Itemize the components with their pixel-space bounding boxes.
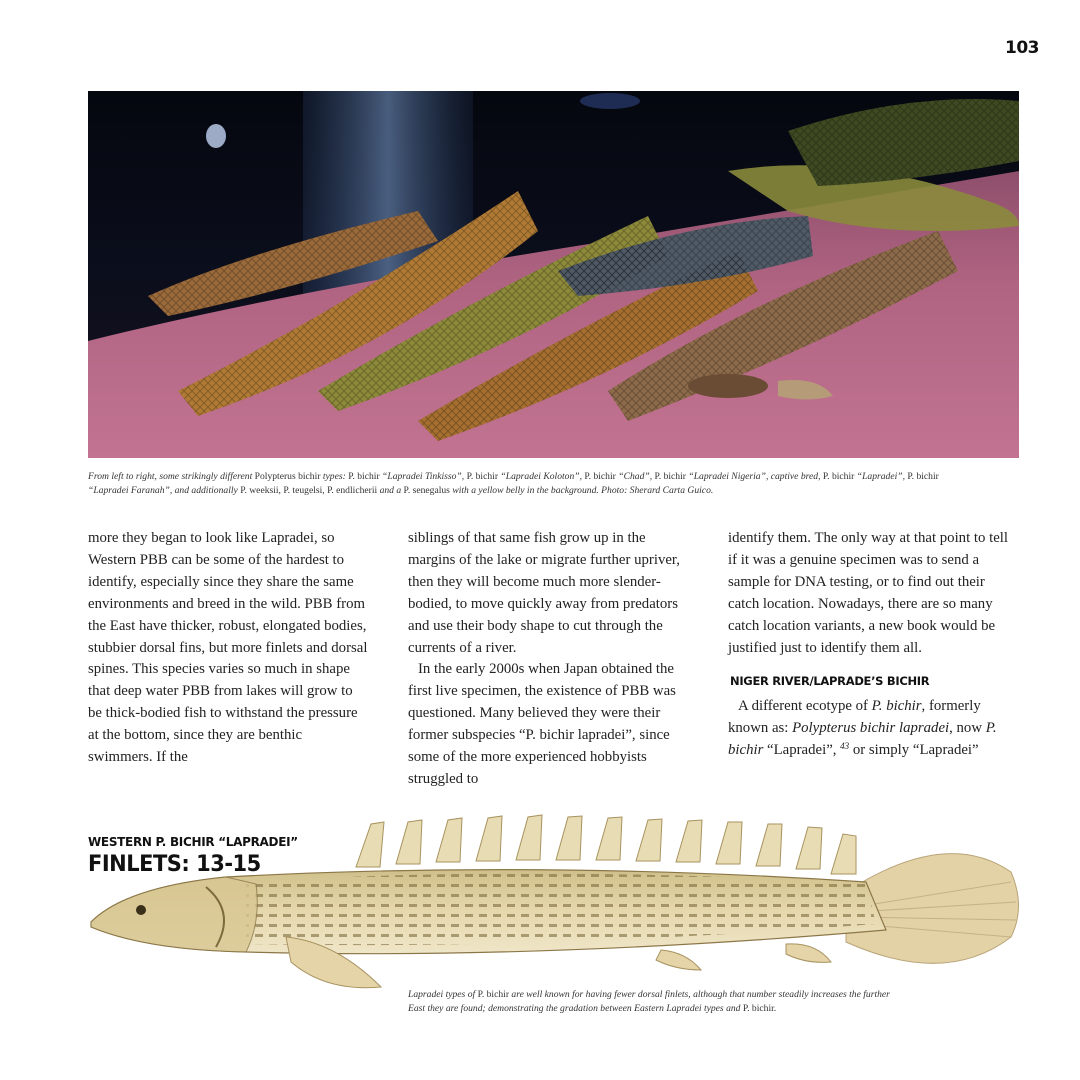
- caption-segment: P. weeksii, P. teugelsi, P. endlicherii: [240, 484, 380, 496]
- caption-segment: P. bichir.: [742, 1002, 777, 1014]
- paragraph: siblings of that same fish grow up in the margins of the lake or migrate further upriver, then they will become much more slender-bodied, to move quickly away from predators and use their body shape to cut through the currents of a river.: [408, 530, 680, 656]
- caption-segment: and a: [379, 484, 404, 496]
- section-heading: NIGER RIVER/LAPRADE’S BICHIR: [730, 674, 930, 689]
- caption-segment: Polypterus bichir: [254, 471, 321, 482]
- illustration-title: WESTERN P. BICHIR “LAPRADEI”: [88, 835, 298, 849]
- paragraph: more they began to look like Lapradei, so Western PBB can be some of the hardest to identify, especially since they share the same environments and breed in the wild. PBB from the East have thicker, robust, elongated bodies, stubbier dorsal fins, but more finlets and dorsal spines. This species varies so much in shape that deep water PBB from lakes will grow to be thick-bodied fish to withstand the pressure at the bottom, since they are benthic swimmers. If the: [88, 530, 368, 766]
- bichir-aquarium-photo: [88, 91, 1019, 458]
- caption-segment: “Lapradei Nigeria”, captive bred,: [688, 471, 823, 482]
- caption-segment: P. bichir: [907, 471, 939, 482]
- caption-segment: “Lapradei Faranah”, and additionally: [88, 484, 241, 496]
- finlets-count: FINLETS: 13-15: [88, 851, 261, 877]
- caption-segment: From left to right, some strikingly different: [88, 471, 255, 482]
- paragraph: A different ecotype of P. bichir, formerly known as: Polypterus bichir lapradei, now P. bichir “Lapradei”, $^{43}$ or simply “Lapradei”: [728, 698, 997, 759]
- aquarium-photo-graphic: [88, 91, 1019, 458]
- caption-segment: “Lapradei Tinkisso”,: [382, 471, 467, 482]
- paragraph: identify them. The only way at that point to tell if it was a genuine specimen was to send a sample for DNA testing, or to find out their catch location. Nowadays, there are so many catch location variants, a new book would be justified just to identify them all.: [728, 530, 1008, 656]
- photo-caption: [88, 470, 948, 497]
- caption-segment: P. bichir: [466, 471, 501, 482]
- text-column-3: [728, 528, 1008, 762]
- caption-segment: with a yellow belly in the background. Photo: Sherard Carta Guico.: [452, 484, 714, 496]
- caption-segment: P. bichir: [654, 471, 689, 482]
- caption-segment: P. bichir: [348, 471, 383, 482]
- text-column-1: [88, 528, 368, 769]
- caption-segment: “Lapradei Koloton”,: [500, 471, 585, 482]
- text-column-2: [408, 528, 688, 791]
- caption-segment: P. bichir: [477, 989, 512, 1000]
- caption-segment: are well known for having fewer dorsal finlets, although that number steadily increases the further East they are found; demonstrating the gradation between Eastern Lapradei types and: [408, 989, 890, 1014]
- illustration-label: [88, 835, 298, 875]
- caption-segment: Lapradei types of: [408, 989, 478, 1000]
- caption-segment: P. bichir: [584, 471, 619, 482]
- caption-segment: P. bichir: [822, 471, 857, 482]
- page-number: 103: [1005, 38, 1039, 58]
- illustration-caption: [408, 988, 908, 1015]
- paragraph: In the early 2000s when Japan obtained the first live specimen, the existence of PBB was questioned. Many believed they were their former subspecies “P. bichir lapradei”, since some of the more experienced hobbyists struggled to: [408, 661, 676, 787]
- caption-segment: “Chad”,: [618, 471, 655, 482]
- caption-segment: P. senegalus: [403, 484, 453, 496]
- caption-segment: types:: [320, 471, 349, 482]
- footnote-ref: 43: [840, 741, 850, 752]
- caption-segment: “Lapradei”,: [856, 471, 908, 482]
